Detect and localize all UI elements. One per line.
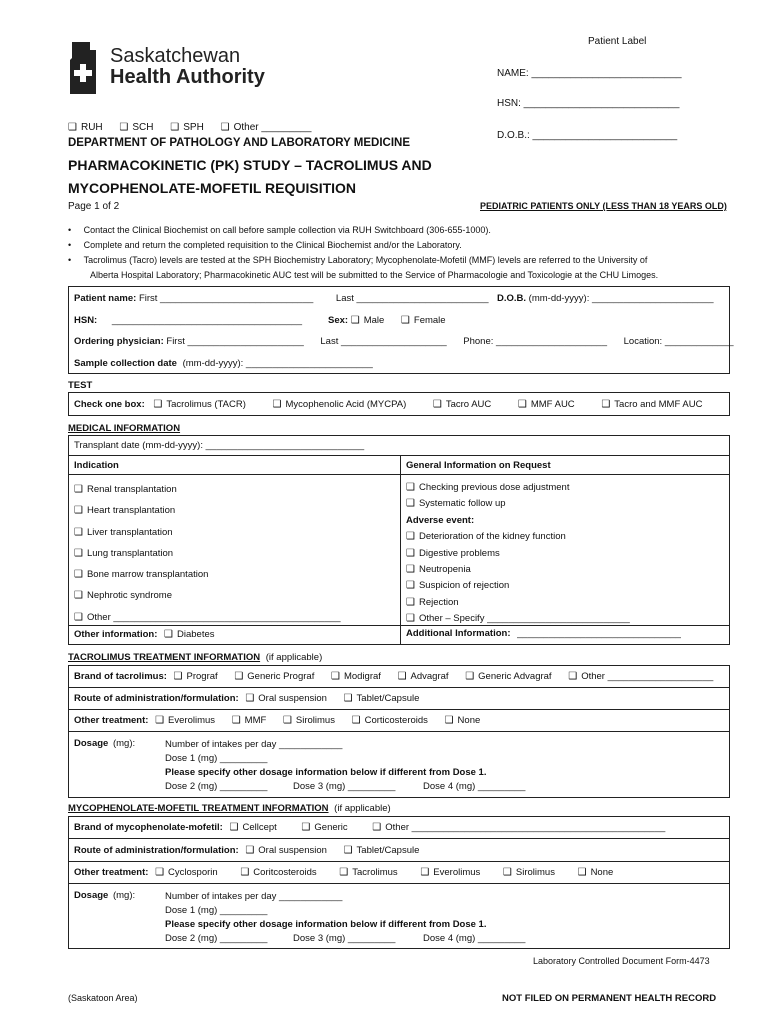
instructions-list — [68, 223, 658, 283]
ordering-physician-label: Ordering physician: — [74, 336, 164, 347]
brand-generic-prograf-checkbox[interactable]: ❑ Generic Prograf — [234, 671, 314, 682]
route-oral-checkbox[interactable]: ❑ Oral suspension — [245, 693, 327, 704]
additional-info-label: Additional Information: — [406, 628, 511, 639]
medical-info-heading: MEDICAL INFORMATION — [68, 423, 181, 434]
test-tacro-auc-checkbox[interactable]: ❑ Tacro AUC — [433, 399, 491, 410]
dosage-instruction: Please specify other dosage information below if different from Dose 1. — [165, 767, 487, 778]
pediatric-notice: PEDIATRIC PATIENTS ONLY (LESS THAN 18 YEARS OLD) — [480, 201, 727, 211]
mmf-dose4-field[interactable]: Dose 4 (mg) _________ — [423, 933, 526, 944]
form-id: Laboratory Controlled Document Form-4473 — [533, 956, 710, 966]
mmf-route-tablet-checkbox[interactable]: ❑ Tablet/Capsule — [344, 845, 420, 856]
page-number: Page 1 of 2 — [68, 201, 120, 212]
indication-renal-checkbox[interactable]: ❑ Renal transplantation — [74, 479, 341, 500]
mmf-intakes-field[interactable]: Number of intakes per day ____________ — [165, 891, 343, 902]
other-none-checkbox[interactable]: ❑ None — [445, 715, 481, 726]
location-field[interactable]: Location: _____________ — [623, 336, 734, 347]
test-options-row — [74, 399, 716, 410]
test-tacro-mmf-auc-checkbox[interactable]: ❑ Tacro and MMF AUC — [601, 399, 702, 410]
dose4-field[interactable]: Dose 4 (mg) _________ — [423, 781, 526, 792]
sex-male-checkbox[interactable]: ❑ Male — [351, 315, 385, 326]
other-information-row — [74, 629, 229, 640]
adverse-rejection-checkbox[interactable]: ❑ Rejection — [406, 595, 630, 611]
label-name: NAME: ___________________________ — [497, 68, 682, 79]
indication-header: Indication — [74, 460, 119, 471]
ordering-physician-row — [74, 336, 748, 347]
department: DEPARTMENT OF PATHOLOGY AND LABORATORY MEDICINE — [68, 137, 411, 149]
general-info-header: General Information on Request — [406, 460, 551, 471]
ordering-last-field[interactable]: Last ____________________ — [320, 336, 447, 347]
transplant-date-field[interactable]: Transplant date (mm-dd-yyyy): ______________________________ — [74, 440, 365, 451]
mmf-dose2-field[interactable]: Dose 2 (mg) _________ — [165, 933, 268, 944]
divider — [68, 838, 730, 839]
mmf-route-oral-checkbox[interactable]: ❑ Oral suspension — [245, 845, 327, 856]
patient-first-field[interactable]: First _____________________________ — [138, 293, 314, 304]
adverse-kidney-checkbox[interactable]: ❑ Deterioration of the kidney function — [406, 529, 630, 545]
sample-collection-field[interactable]: (mm-dd-yyyy): ________________________ — [182, 358, 373, 369]
mmf-other-cyclosporin-checkbox[interactable]: ❑ Cyclosporin — [155, 867, 218, 878]
dose2-field[interactable]: Dose 2 (mg) _________ — [165, 781, 268, 792]
mmf-brand-other-checkbox[interactable]: ❑ Other ________________________________________________ — [372, 822, 665, 833]
adverse-digestive-checkbox[interactable]: ❑ Digestive problems — [406, 546, 630, 562]
other-everolimus-checkbox[interactable]: ❑ Everolimus — [155, 715, 215, 726]
indication-heart-checkbox[interactable]: ❑ Heart transplantation — [74, 500, 341, 521]
divider — [68, 625, 730, 626]
general-followup-checkbox[interactable]: ❑ Systematic follow up — [406, 496, 630, 512]
site-sch-checkbox[interactable]: ❑ SCH — [119, 122, 153, 133]
mmf-route-label: Route of administration/formulation: — [74, 845, 239, 856]
other-sirolimus-checkbox[interactable]: ❑ Sirolimus — [283, 715, 335, 726]
patient-dob-field[interactable]: (mm-dd-yyyy): _______________________ — [528, 293, 714, 304]
instruction-item: Alberta Hospital Laboratory; Pharmacokinetic AUC test will be submitted to the Service of Pharmacologie and Toxicologie at the CHU Limoges. — [90, 270, 659, 280]
mmf-dosage-instruction: Please specify other dosage information below if different from Dose 1. — [165, 919, 487, 930]
test-mmf-auc-checkbox[interactable]: ❑ MMF AUC — [518, 399, 575, 410]
tacro-brand-row — [74, 671, 727, 682]
tacro-dosage-block — [165, 738, 525, 794]
tacro-brand-label: Brand of tacrolimus: — [74, 671, 167, 682]
other-corticosteroids-checkbox[interactable]: ❑ Corticosteroids — [352, 715, 428, 726]
patient-hsn-row — [74, 315, 316, 326]
site-other-checkbox[interactable]: ❑ Other _________ — [221, 122, 312, 133]
mmf-heading — [68, 803, 405, 814]
tacro-heading-text: TACROLIMUS TREATMENT INFORMATION — [68, 652, 261, 663]
mmf-brand-cellcept-checkbox[interactable]: ❑ Cellcept — [229, 822, 276, 833]
patient-hsn-field[interactable]: ____________________________________ — [111, 315, 303, 326]
sex-label: Sex: — [328, 315, 349, 326]
mmf-other-everolimus-checkbox[interactable]: ❑ Everolimus — [420, 867, 480, 878]
additional-info-row — [406, 628, 695, 639]
tacro-other-treatment-row — [74, 715, 494, 726]
patient-sex-row — [328, 315, 460, 326]
mmf-dosage-label — [74, 890, 149, 901]
indication-list — [74, 479, 341, 628]
title-line1: PHARMACOKINETIC (PK) STUDY – TACROLIMUS AND — [68, 157, 432, 173]
dose1-field[interactable]: Dose 1 (mg) _________ — [165, 753, 268, 764]
dosage-unit: (mg): — [112, 890, 136, 901]
test-heading: TEST — [68, 380, 93, 391]
instruction-item: • Contact the Clinical Biochemist on call before sample collection via RUH Switchboard (306-655-1000). — [68, 225, 491, 235]
mmf-other-sirolimus-checkbox[interactable]: ❑ Sirolimus — [503, 867, 555, 878]
site-checkboxes — [68, 122, 325, 133]
label-dob: D.O.B.: __________________________ — [497, 130, 678, 141]
adverse-other-checkbox[interactable]: ❑ Other – Specify ___________________________ — [406, 611, 630, 627]
sha-logo — [68, 40, 98, 96]
indication-bone-marrow-checkbox[interactable]: ❑ Bone marrow transplantation — [74, 564, 341, 585]
site-sph-checkbox[interactable]: ❑ SPH — [170, 122, 204, 133]
patient-name-row — [74, 293, 503, 304]
test-tacrolimus-checkbox[interactable]: ❑ Tacrolimus (TACR) — [153, 399, 246, 410]
tacro-heading-suffix: (if applicable) — [265, 652, 323, 663]
mmf-heading-suffix: (if applicable) — [334, 803, 391, 814]
mmf-other-treatment-label: Other treatment: — [74, 867, 149, 878]
indication-nephrotic-checkbox[interactable]: ❑ Nephrotic syndrome — [74, 585, 341, 606]
other-mmf-checkbox[interactable]: ❑ MMF — [232, 715, 267, 726]
tacro-heading — [68, 652, 336, 663]
mmf-brand-label: Brand of mycophenolate-mofetil: — [74, 822, 223, 833]
divider — [68, 455, 730, 456]
column-divider — [400, 455, 401, 645]
test-mycpa-checkbox[interactable]: ❑ Mycophenolic Acid (MYCPA) — [273, 399, 407, 410]
instruction-item: • Tacrolimus (Tacro) levels are tested at the SPH Biochemistry Laboratory; Mycophenolate-Mofetil (MMF) levels are referred to the University of — [68, 255, 648, 265]
divider — [68, 709, 730, 710]
mmf-brand-row — [74, 822, 679, 833]
site-ruh-checkbox[interactable]: ❑ RUH — [68, 122, 103, 133]
mmf-other-tacrolimus-checkbox[interactable]: ❑ Tacrolimus — [339, 867, 397, 878]
dob-label: D.O.B. — [497, 293, 527, 304]
sample-collection-label: Sample collection date — [74, 358, 177, 369]
mmf-heading-text: MYCOPHENOLATE-MOFETIL TREATMENT INFORMATION — [68, 803, 329, 814]
brand-other-checkbox[interactable]: ❑ Other ____________________ — [568, 671, 713, 682]
brand-generic-advagraf-checkbox[interactable]: ❑ Generic Advagraf — [465, 671, 551, 682]
check-one-label: Check one box: — [74, 399, 145, 410]
dosage-label: Dosage — [74, 738, 109, 749]
general-info-list — [406, 480, 630, 628]
mmf-other-corticosteroids-checkbox[interactable]: ❑ Coritcosteroids — [240, 867, 316, 878]
indication-liver-checkbox[interactable]: ❑ Liver transplantation — [74, 522, 341, 543]
adverse-event-label: Adverse event: — [406, 514, 475, 526]
adverse-suspicion-rejection-checkbox[interactable]: ❑ Suspicion of rejection — [406, 578, 630, 594]
patient-last-field[interactable]: Last _________________________ — [335, 293, 489, 304]
divider — [68, 687, 730, 688]
tacro-other-treatment-label: Other treatment: — [74, 715, 149, 726]
area-label: (Saskatoon Area) — [68, 993, 138, 1003]
sex-female-checkbox[interactable]: ❑ Female — [401, 315, 446, 326]
dose3-field[interactable]: Dose 3 (mg) _________ — [293, 781, 396, 792]
divider — [68, 861, 730, 862]
mmf-brand-generic-checkbox[interactable]: ❑ Generic — [301, 822, 347, 833]
brand-modigraf-checkbox[interactable]: ❑ Modigraf — [331, 671, 381, 682]
not-filed-notice: NOT FILED ON PERMANENT HEALTH RECORD — [502, 993, 717, 1004]
org-name-line1: Saskatchewan — [110, 45, 241, 67]
other-information-label: Other information: — [74, 629, 158, 640]
org-name-line2: Health Authority — [110, 66, 265, 88]
tacro-route-label: Route of administration/formulation: — [74, 693, 239, 704]
label-hsn: HSN: ____________________________ — [497, 98, 680, 109]
mmf-route-row — [74, 845, 433, 856]
patient-dob-row — [497, 293, 728, 304]
dosage-label: Dosage — [74, 890, 109, 901]
hsn-label: HSN: — [74, 315, 98, 326]
divider — [68, 474, 730, 475]
tacro-dosage-label — [74, 738, 149, 749]
patient-label: Patient Label — [588, 36, 647, 47]
phone-field[interactable]: Phone: _____________________ — [463, 336, 607, 347]
adverse-neutropenia-checkbox[interactable]: ❑ Neutropenia — [406, 562, 630, 578]
mmf-other-none-checkbox[interactable]: ❑ None — [578, 867, 614, 878]
divider — [68, 883, 730, 884]
additional-info-field[interactable]: _______________________________ — [517, 628, 681, 639]
indication-other-checkbox[interactable]: ❑ Other ___________________________________________ — [74, 607, 341, 628]
mmf-dose3-field[interactable]: Dose 3 (mg) _________ — [293, 933, 396, 944]
indication-lung-checkbox[interactable]: ❑ Lung transplantation — [74, 543, 341, 564]
diabetes-checkbox[interactable]: ❑ Diabetes — [164, 629, 214, 640]
divider — [68, 731, 730, 732]
general-checking-dose-checkbox[interactable]: ❑ Checking previous dose adjustment — [406, 480, 630, 496]
sample-collection-row — [74, 358, 387, 369]
tacro-route-row — [74, 693, 433, 704]
mmf-dose1-field[interactable]: Dose 1 (mg) _________ — [165, 905, 268, 916]
patient-name-label: Patient name: — [74, 293, 137, 304]
brand-advagraf-checkbox[interactable]: ❑ Advagraf — [398, 671, 449, 682]
ordering-first-field[interactable]: First ______________________ — [166, 336, 304, 347]
mmf-dosage-block — [165, 890, 525, 946]
mmf-other-treatment-row — [74, 867, 627, 878]
title-line2: MYCOPHENOLATE-MOFETIL REQUISITION — [68, 180, 357, 196]
dosage-unit: (mg): — [112, 738, 136, 749]
brand-prograf-checkbox[interactable]: ❑ Prograf — [174, 671, 218, 682]
route-tablet-checkbox[interactable]: ❑ Tablet/Capsule — [344, 693, 420, 704]
instruction-item: • Complete and return the completed requisition to the Clinical Biochemist and/or the Laboratory. — [68, 240, 462, 250]
intakes-field[interactable]: Number of intakes per day ____________ — [165, 739, 343, 750]
